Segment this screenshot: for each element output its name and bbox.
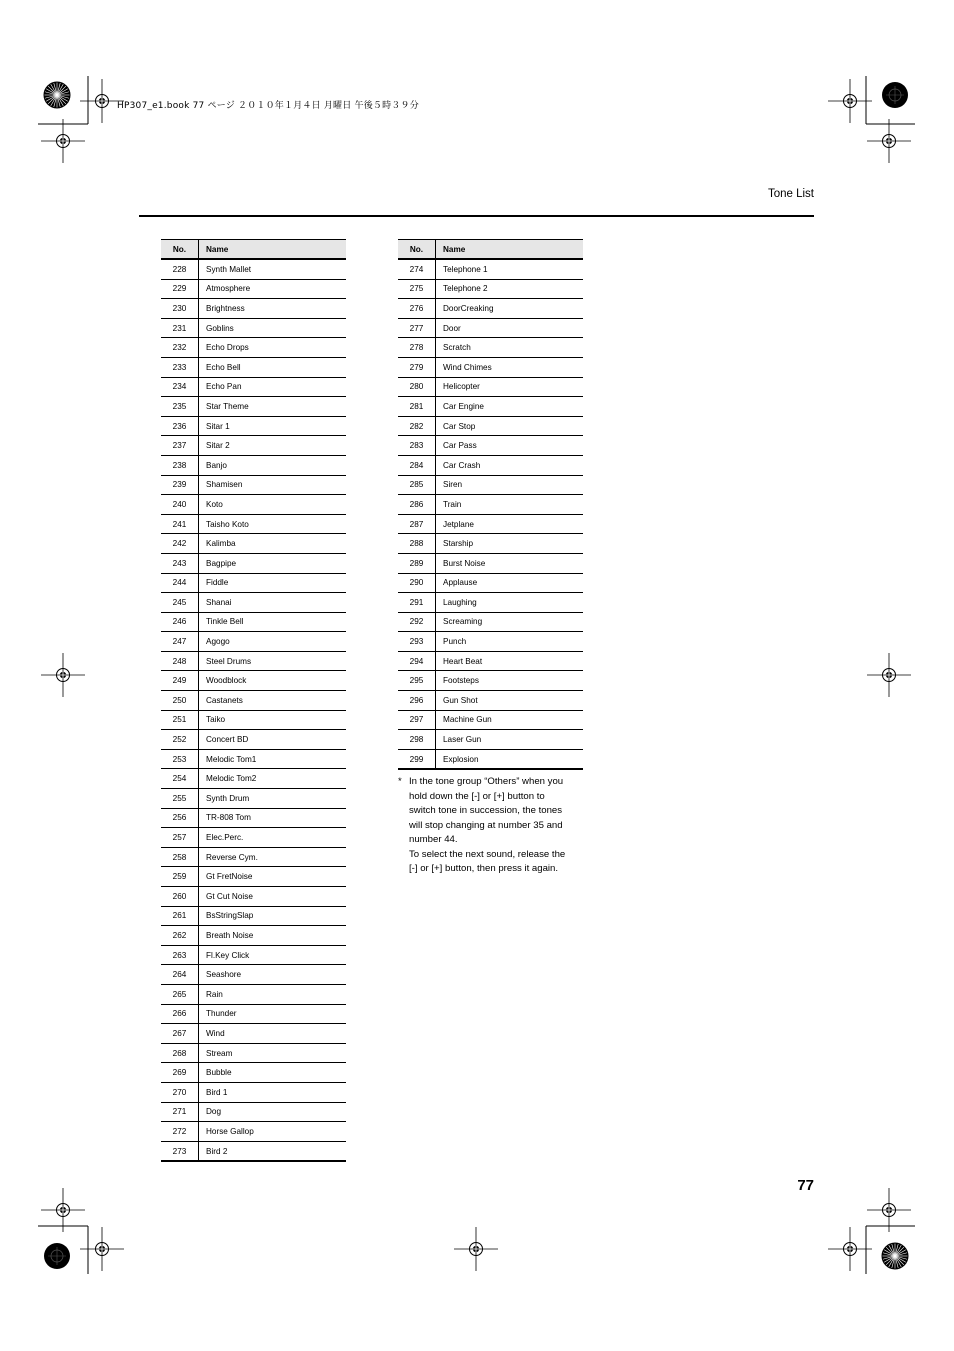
- tone-name: BsStringSlap: [199, 906, 347, 926]
- registration-target-icon: [41, 1188, 85, 1232]
- tone-name: Wind Chimes: [436, 357, 584, 377]
- footnote-line: hold down the [-] or [+] button to: [409, 790, 545, 802]
- tone-number: 287: [398, 514, 436, 534]
- tone-number: 299: [398, 749, 436, 769]
- tone-number: 259: [161, 867, 199, 887]
- registration-target-icon: [867, 653, 911, 697]
- table-row: [398, 416, 583, 436]
- table-header-row: [398, 240, 583, 260]
- table-row: [161, 455, 346, 475]
- tone-number: 264: [161, 965, 199, 985]
- tone-name: Brightness: [199, 299, 347, 319]
- tone-name: Tinkle Bell: [199, 612, 347, 632]
- tone-name: Footsteps: [436, 671, 584, 691]
- table-row: [161, 514, 346, 534]
- table-row: [161, 1102, 346, 1122]
- tone-number: 267: [161, 1024, 199, 1044]
- table-row: [161, 691, 346, 711]
- registration-target-icon: [41, 653, 85, 697]
- tone-name: Castanets: [199, 691, 347, 711]
- registration-target-icon: [80, 1227, 124, 1271]
- tone-name: Gun Shot: [436, 691, 584, 711]
- tone-number: 289: [398, 553, 436, 573]
- tone-name: Gt FretNoise: [199, 867, 347, 887]
- tone-name: Agogo: [199, 632, 347, 652]
- tone-number: 274: [398, 259, 436, 279]
- table-row: [398, 259, 583, 279]
- tone-number: 281: [398, 397, 436, 417]
- registration-target-icon: [828, 79, 872, 123]
- table-row: [161, 1082, 346, 1102]
- table-row: [398, 573, 583, 593]
- table-row: [161, 299, 346, 319]
- tone-number: 235: [161, 397, 199, 417]
- tone-name: Starship: [436, 534, 584, 554]
- table-row: [161, 651, 346, 671]
- tone-number: 296: [398, 691, 436, 711]
- table-row: [161, 534, 346, 554]
- tone-name: Telephone 1: [436, 259, 584, 279]
- tone-name: DoorCreaking: [436, 299, 584, 319]
- column-header-name: Name: [436, 240, 584, 260]
- tone-name: Synth Drum: [199, 789, 347, 809]
- table-row: [161, 377, 346, 397]
- tone-name: Reverse Cym.: [199, 847, 347, 867]
- table-row: [398, 436, 583, 456]
- tone-name: Echo Pan: [199, 377, 347, 397]
- tone-number: 238: [161, 455, 199, 475]
- table-row: [398, 455, 583, 475]
- footnote-marker: *: [398, 776, 402, 787]
- tone-number: 297: [398, 710, 436, 730]
- table-row: [161, 749, 346, 769]
- tone-name: Telephone 2: [436, 279, 584, 299]
- tone-number: 245: [161, 593, 199, 613]
- registration-target-icon: [867, 1188, 911, 1232]
- tone-number: 263: [161, 945, 199, 965]
- tone-number: 283: [398, 436, 436, 456]
- table-row: [398, 299, 583, 319]
- table-row: [161, 573, 346, 593]
- tone-name: Gt Cut Noise: [199, 887, 347, 907]
- tone-name: Machine Gun: [436, 710, 584, 730]
- tone-name: Sitar 2: [199, 436, 347, 456]
- tone-name: Scratch: [436, 338, 584, 358]
- tone-name: Goblins: [199, 318, 347, 338]
- tone-name: Wind: [199, 1024, 347, 1044]
- tone-number: 236: [161, 416, 199, 436]
- table-row: [398, 671, 583, 691]
- tone-name: Concert BD: [199, 730, 347, 750]
- tone-number: 258: [161, 847, 199, 867]
- tone-number: 271: [161, 1102, 199, 1122]
- column-header-name: Name: [199, 240, 347, 260]
- tone-name: Punch: [436, 632, 584, 652]
- tone-name: Elec.Perc.: [199, 828, 347, 848]
- tone-name: Rain: [199, 984, 347, 1004]
- tone-number: 282: [398, 416, 436, 436]
- table-row: [161, 887, 346, 907]
- table-row: [398, 612, 583, 632]
- table-row: [398, 357, 583, 377]
- column-header-no: No.: [398, 240, 436, 260]
- table-row: [161, 1004, 346, 1024]
- tone-name: Burst Noise: [436, 553, 584, 573]
- footnote-line: In the tone group “Others” when you: [409, 776, 564, 787]
- footnote-text: [409, 775, 578, 877]
- table-row: [161, 808, 346, 828]
- table-row: [161, 475, 346, 495]
- registration-target-icon: [41, 119, 85, 163]
- tone-name: Helicopter: [436, 377, 584, 397]
- tone-name: Laser Gun: [436, 730, 584, 750]
- tone-name: Laughing: [436, 593, 584, 613]
- tone-name: Koto: [199, 495, 347, 515]
- table-row: [161, 1122, 346, 1142]
- tone-number: 251: [161, 710, 199, 730]
- table-row: [398, 749, 583, 769]
- tone-number: 260: [161, 887, 199, 907]
- table-row: [398, 553, 583, 573]
- registration-target-icon: [867, 119, 911, 163]
- tone-number: 286: [398, 495, 436, 515]
- tone-name: Explosion: [436, 749, 584, 769]
- table-row: [161, 1024, 346, 1044]
- tone-number: 257: [161, 828, 199, 848]
- table-row: [161, 357, 346, 377]
- tone-number: 294: [398, 651, 436, 671]
- tone-number: 243: [161, 553, 199, 573]
- tone-number: 253: [161, 749, 199, 769]
- tone-number: 278: [398, 338, 436, 358]
- tone-table-right: [398, 239, 583, 770]
- tone-number: 276: [398, 299, 436, 319]
- table-row: [161, 338, 346, 358]
- tone-name: Bird 1: [199, 1082, 347, 1102]
- table-row: [161, 1063, 346, 1083]
- color-dot-circle-icon: [44, 1243, 70, 1269]
- tone-name: Car Pass: [436, 436, 584, 456]
- tone-number: 242: [161, 534, 199, 554]
- tone-number: 239: [161, 475, 199, 495]
- tone-name: Bagpipe: [199, 553, 347, 573]
- table-row: [398, 514, 583, 534]
- tone-number: 248: [161, 651, 199, 671]
- tone-number: 284: [398, 455, 436, 475]
- footnote-line: To select the next sound, release the: [409, 848, 566, 860]
- tone-name: Fiddle: [199, 573, 347, 593]
- table-row: [398, 475, 583, 495]
- tone-number: 272: [161, 1122, 199, 1142]
- table-row: [161, 495, 346, 515]
- tone-name: Breath Noise: [199, 926, 347, 946]
- table-row: [161, 593, 346, 613]
- table-row: [398, 397, 583, 417]
- tone-name: Dog: [199, 1102, 347, 1122]
- tone-number: 230: [161, 299, 199, 319]
- tone-name: Synth Mallet: [199, 259, 347, 279]
- table-row: [161, 632, 346, 652]
- table-row: [398, 338, 583, 358]
- tone-number: 270: [161, 1082, 199, 1102]
- tone-number: 279: [398, 357, 436, 377]
- tone-number: 228: [161, 259, 199, 279]
- tone-number: 275: [398, 279, 436, 299]
- tone-number: 255: [161, 789, 199, 809]
- printer-slug-line: HP307_e1.book 77 ページ ２０１０年１月４日 月曜日 午後５時３９分: [117, 101, 419, 111]
- tone-number: 244: [161, 573, 199, 593]
- tone-name: Bubble: [199, 1063, 347, 1083]
- color-dot-circle-icon: [882, 82, 908, 108]
- tone-number: 298: [398, 730, 436, 750]
- tone-name: Melodic Tom1: [199, 749, 347, 769]
- tone-table-left: [161, 239, 346, 1162]
- tone-name: Train: [436, 495, 584, 515]
- color-starburst-icon: [44, 82, 70, 108]
- tone-number: 290: [398, 573, 436, 593]
- color-starburst-icon: [882, 1243, 908, 1269]
- tone-name: Banjo: [199, 455, 347, 475]
- tone-name: Horse Gallop: [199, 1122, 347, 1142]
- tone-name: Heart Beat: [436, 651, 584, 671]
- table-row: [398, 495, 583, 515]
- table-row: [161, 965, 346, 985]
- tone-number: 237: [161, 436, 199, 456]
- tone-name: Siren: [436, 475, 584, 495]
- tone-name: Car Crash: [436, 455, 584, 475]
- tone-number: 246: [161, 612, 199, 632]
- table-row: [161, 769, 346, 789]
- table-row: [161, 279, 346, 299]
- tone-number: 269: [161, 1063, 199, 1083]
- table-row: [161, 789, 346, 809]
- tone-name: Stream: [199, 1043, 347, 1063]
- tone-number: 229: [161, 279, 199, 299]
- table-row: [161, 847, 346, 867]
- table-row: [161, 671, 346, 691]
- tone-name: Seashore: [199, 965, 347, 985]
- header-divider: [139, 215, 814, 217]
- footnote-line: switch tone in succession, the tones: [409, 805, 563, 816]
- tone-number: 291: [398, 593, 436, 613]
- table-row: [161, 553, 346, 573]
- table-row: [161, 945, 346, 965]
- tone-name: Sitar 1: [199, 416, 347, 436]
- tone-number: 288: [398, 534, 436, 554]
- tone-name: Echo Bell: [199, 357, 347, 377]
- tone-name: Echo Drops: [199, 338, 347, 358]
- table-row: [398, 279, 583, 299]
- tone-number: 261: [161, 906, 199, 926]
- table-row: [161, 867, 346, 887]
- tone-number: 285: [398, 475, 436, 495]
- tone-number: 241: [161, 514, 199, 534]
- tone-number: 292: [398, 612, 436, 632]
- tone-number: 234: [161, 377, 199, 397]
- tone-number: 262: [161, 926, 199, 946]
- section-title: Tone List: [767, 188, 814, 200]
- tone-name: Shanai: [199, 593, 347, 613]
- tone-name: Kalimba: [199, 534, 347, 554]
- tone-name: Melodic Tom2: [199, 769, 347, 789]
- tone-number: 232: [161, 338, 199, 358]
- table-row: [161, 612, 346, 632]
- tone-number: 252: [161, 730, 199, 750]
- tone-name: Woodblock: [199, 671, 347, 691]
- tone-name: Car Stop: [436, 416, 584, 436]
- tone-number: 250: [161, 691, 199, 711]
- footnote-line: will stop changing at number 35 and: [409, 819, 563, 831]
- tone-number: 249: [161, 671, 199, 691]
- tone-name: TR-808 Tom: [199, 808, 347, 828]
- table-row: [161, 1043, 346, 1063]
- tone-number: 256: [161, 808, 199, 828]
- tone-name: Bird 2: [199, 1141, 347, 1161]
- table-row: [161, 416, 346, 436]
- table-row: [398, 691, 583, 711]
- tone-name: Fl.Key Click: [199, 945, 347, 965]
- table-row: [398, 730, 583, 750]
- table-row: [161, 436, 346, 456]
- table-header-row: [161, 240, 346, 260]
- tone-number: 277: [398, 318, 436, 338]
- tone-number: 240: [161, 495, 199, 515]
- table-row: [161, 710, 346, 730]
- table-row: [398, 318, 583, 338]
- tone-name: Applause: [436, 573, 584, 593]
- tone-name: Thunder: [199, 1004, 347, 1024]
- tone-number: 247: [161, 632, 199, 652]
- table-row: [398, 534, 583, 554]
- tone-number: 295: [398, 671, 436, 691]
- tone-name: Taisho Koto: [199, 514, 347, 534]
- table-row: [161, 1141, 346, 1161]
- table-row: [398, 710, 583, 730]
- table-row: [398, 377, 583, 397]
- tone-number: 280: [398, 377, 436, 397]
- tone-number: 231: [161, 318, 199, 338]
- footnote-line: number 44.: [409, 834, 458, 845]
- tone-name: Atmosphere: [199, 279, 347, 299]
- table-row: [161, 259, 346, 279]
- footnote-line: [-] or [+] button, then press it again.: [409, 863, 559, 874]
- table-row: [398, 651, 583, 671]
- tone-name: Jetplane: [436, 514, 584, 534]
- tone-number: 265: [161, 984, 199, 1004]
- tone-number: 268: [161, 1043, 199, 1063]
- tone-number: 254: [161, 769, 199, 789]
- tone-number: 266: [161, 1004, 199, 1024]
- table-row: [161, 730, 346, 750]
- tone-number: 233: [161, 357, 199, 377]
- table-row: [398, 632, 583, 652]
- table-row: [398, 593, 583, 613]
- page-number: 77: [797, 1177, 814, 1194]
- table-row: [161, 828, 346, 848]
- table-row: [161, 906, 346, 926]
- tone-name: Star Theme: [199, 397, 347, 417]
- table-row: [161, 926, 346, 946]
- tone-name: Steel Drums: [199, 651, 347, 671]
- footnote: [398, 775, 578, 877]
- column-header-no: No.: [161, 240, 199, 260]
- tone-name: Door: [436, 318, 584, 338]
- tone-name: Taiko: [199, 710, 347, 730]
- tone-number: 273: [161, 1141, 199, 1161]
- table-row: [161, 318, 346, 338]
- tone-name: Car Engine: [436, 397, 584, 417]
- tone-name: Shamisen: [199, 475, 347, 495]
- tone-name: Screaming: [436, 612, 584, 632]
- table-row: [161, 984, 346, 1004]
- tone-number: 293: [398, 632, 436, 652]
- registration-target-icon: [828, 1227, 872, 1271]
- table-row: [161, 397, 346, 417]
- registration-target-icon: [454, 1227, 498, 1271]
